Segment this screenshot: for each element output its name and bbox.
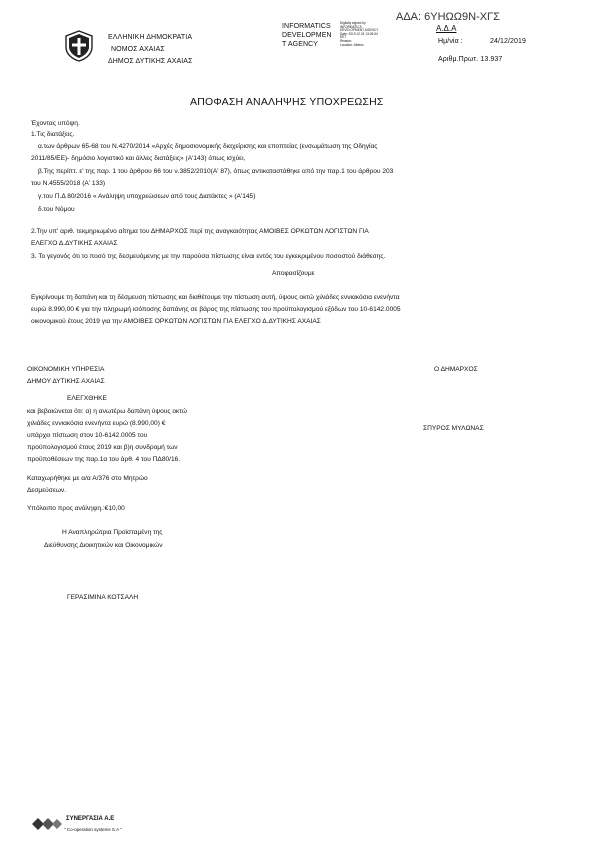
signature-line: Digitally signed by — [340, 21, 366, 25]
agency-name — [282, 22, 332, 49]
digital-signature-details — [340, 22, 378, 47]
body-line: β.Της περίπτ. ε' της παρ. 1 του άρθρου 66 του ν.3852/2010(Α' 87), όπως αντικαταστάθηκε από την παρ.1 του άρθρου 203 — [38, 168, 394, 175]
signer-right: ΣΠΥΡΟΣ ΜΥΛΩΝΑΣ — [423, 425, 484, 432]
protocol-number: Αριθμ.Πρωτ. 13.937 — [438, 56, 503, 63]
body-line: α.των άρθρων 65-68 του Ν.4270/2014 «Αρχές δημοσιονομικής διαχείρισης και εποπτείας (ενσωμάτωση της Οδηγίας — [38, 143, 378, 150]
body-line: ΕΛΕΓΧΟ Δ.ΔΥΤΙΚΗΣ ΑΧΑΙΑΣ — [31, 240, 118, 247]
decision-line: Εγκρίνουμε τη δαπάνη και τη δέσμευση πίστωσης και διαθέτουμε την πίστωση αυτή, ύψους οκτώ χιλιάδες εννιακόσια ενενήντα — [31, 294, 400, 301]
signature-line: DEVELOPMENT AGENCY — [340, 28, 379, 33]
page-title: ΑΠΟΦΑΣΗ ΑΝΑΛΗΨΗΣ ΥΠΟΧΡΕΩΣΗΣ — [190, 96, 384, 108]
registry-line: Δεσμεύσεων. — [27, 487, 67, 494]
check-line: προϋποθέσεων της παρ.1α του άρθ. 4 του ΠΔ80/16. — [27, 456, 181, 463]
check-line: χιλιάδες εννιακόσια ενενήντα ευρώ (8.990,00) € — [27, 420, 166, 427]
company-name: ΣΥΝΕΡΓΑΣΙΑ Α.Ε — [66, 816, 115, 822]
date-label: Ημ/νία : — [438, 38, 463, 45]
body-line: γ.του Π.Δ 80/2016 « Ανάληψη υποχρεώσεων από τους Διατάκτες » (Α'145) — [38, 193, 256, 200]
remaining-amount: Υπόλοιπο προς ανάληψη.:€10,00 — [27, 505, 125, 512]
body-line: του Ν.4555/2018 (Α' 133) — [31, 180, 106, 187]
deputy-title: Η Αναπληρώτρια Προϊσταμένη της — [62, 529, 163, 536]
issuer-country: ΕΛΛΗΝΙΚΗ ΔΗΜΟΚΡΑΤΙΑ — [108, 34, 193, 41]
issuer-prefecture: ΝΟΜΟΣ ΑΧΑΙΑΣ — [111, 46, 165, 53]
signer-left: ΓΕΡΑΣΙΜΙΝΑ ΚΟΤΣΑΛΗ — [67, 594, 139, 601]
check-line: προϋπολογισμού έτους 2019 και β)η συνδρομή των — [27, 444, 178, 451]
service-line: ΔΗΜΟΥ ΔΥΤΙΚΗΣ ΑΧΑΙΑΣ — [27, 378, 105, 385]
body-line: 2.Την υπ' αριθ. τεκμηριωμένο αίτημα του ΔΗΜΑΡΧΟΣ περί της αναγκαιότητας ΑΜΟΙΒΕΣ ΟΡΚΩΤΩΝ ΛΟΓΙΣΤΩΝ ΓΙΑ — [31, 228, 369, 235]
agency-name-line: INFORMATICS — [282, 23, 331, 30]
decision-heading: Αποφασίζουμε — [272, 270, 315, 277]
deputy-title: Διεύθυνσης Διοικητικών και Οικονομικών — [44, 542, 163, 549]
greek-emblem-icon — [64, 30, 94, 62]
signature-line: Location: Athens — [340, 42, 364, 47]
mayor-title: Ο ΔΗΜΑΡΧΟΣ — [434, 366, 478, 373]
ada-label: Α.Δ.Α — [436, 24, 457, 33]
company-logo-icon — [30, 815, 62, 833]
decision-line: ευρώ 8.990,00 € για την πληρωμή ισόποσης δαπάνης σε βάρος της πίστωσης του προϋπολογισμού εξόδων του 10-6142.0005 — [31, 306, 401, 313]
signature-line: EET — [340, 35, 347, 40]
body-line: 3. Το γεγονός ότι το ποσό της δεσμευόμενης με την παρούσα πίστωσης είναι εντός του εγκεκριμένου ποσοστού διάθεσης. — [31, 253, 386, 260]
agency-name-line: DEVELOPMEN — [282, 32, 332, 39]
signature-line: INFORMATICS — [340, 24, 362, 29]
company-tagline: " Co-operation systems S.A " — [64, 827, 122, 832]
date-value: 24/12/2019 — [490, 38, 527, 45]
check-line: υπάρχει πίστωση στον 10-6142.0005 του — [27, 432, 148, 439]
decision-line: οικονομικού έτους 2019 για την ΑΜΟΙΒΕΣ ΟΡΚΩΤΩΝ ΛΟΓΙΣΤΩΝ ΓΙΑ ΕΛΕΓΧΟ Δ.ΔΥΤΙΚΗΣ ΑΧΑΙΑΣ — [31, 318, 321, 325]
signature-line: Reason: — [340, 38, 352, 43]
body-line: δ.του Νόμου — [38, 206, 75, 213]
body-line: 1.Τις διατάξεις. — [31, 131, 75, 138]
registry-line: Καταχωρήθηκε με α/α Α/376 στο Μητρώο — [27, 475, 148, 482]
service-line: ΟΙΚΟΝΟΜΙΚΗ ΥΠΗΡΕΣΙΑ — [27, 366, 105, 373]
signature-line: Date: 2019.12.24 13:26:54 — [340, 31, 378, 36]
body-line: Έχοντας υπόψη. — [31, 120, 80, 127]
checked-heading: ΕΛΕΓΧΘΗΚΕ — [67, 395, 107, 402]
issuer-municipality: ΔΗΜΟΣ ΔΥΤΙΚΗΣ ΑΧΑΙΑΣ — [108, 58, 193, 65]
check-line: και βεβαιώνεται ότι: α) η ανωτέρω δαπάνη ύψους οκτώ — [27, 408, 187, 415]
ada-stamp: ΑΔΑ: 6ΥΗΩΩ9Ν-ΧΓΣ — [396, 11, 500, 23]
body-line: 2011/85/ΕΕ)- δημόσιο λογιστικό και άλλες διατάξεις» (Α'143) όπως ισχύει, — [31, 155, 246, 162]
agency-name-line: T AGENCY — [282, 41, 319, 48]
